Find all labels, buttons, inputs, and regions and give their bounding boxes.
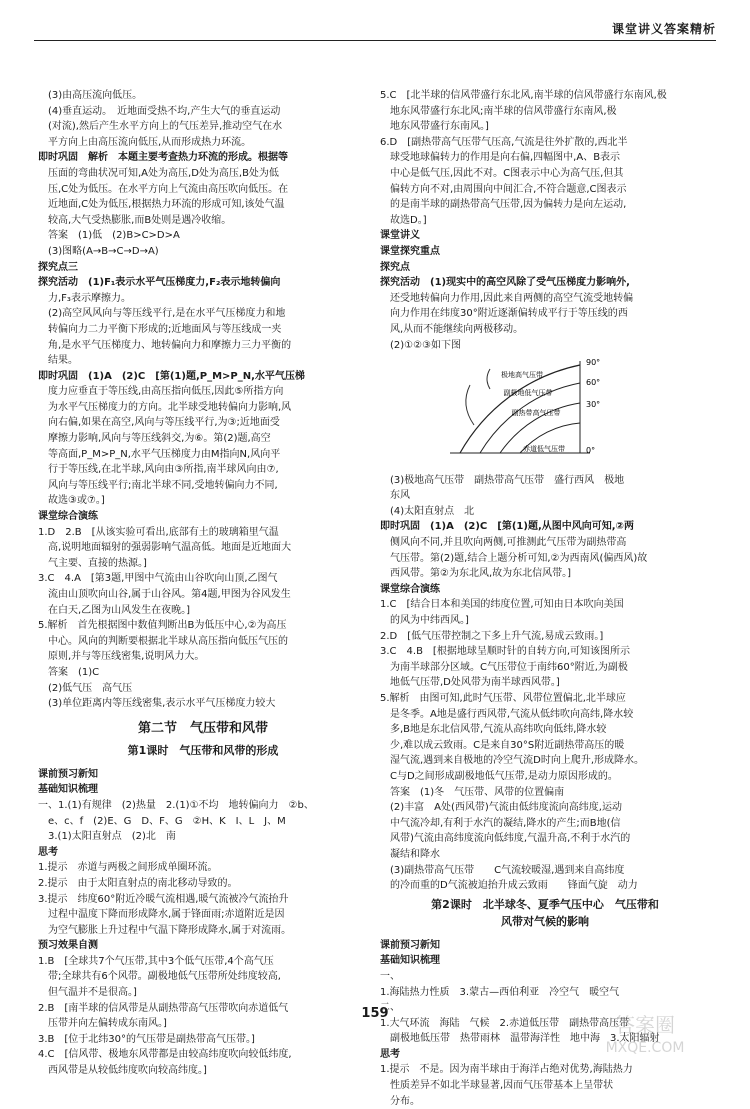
text-line: 即时巩固 (1)A (2)C [第(1)题,P_M>P_N,水平气压梯: [38, 370, 305, 382]
belt-label: 极地高气压带: [501, 371, 543, 380]
text-line: 课堂综合演练: [38, 511, 98, 523]
text-line: 5.解析 由图可知,此时气压带、风带位置偏北,北半球应: [380, 693, 626, 704]
text-line: 3.C 4.B [根据地球呈顺时针的自转方向,可知该图所示: [380, 646, 631, 658]
text-line: (3)图略(A→B→C→D→A): [48, 245, 159, 257]
text-line: 即时巩固 解析 本题主要考查热力环流的形成。根据等: [38, 152, 288, 164]
page-number: 159: [361, 1006, 389, 1021]
text-line: 带;全球共有6个风带。副极地低气压带所处纬度较高,: [48, 971, 281, 983]
text-line: 近地面,C处为低压,根据热力环流的形成可知,该处气温: [48, 199, 285, 211]
text-line: 3.B [位于北纬30°的气压带是副热带高气压带。]: [38, 1033, 255, 1045]
text-line: 摩擦力影响,风向与等压线斜交,为⑥。第(2)题,高空: [48, 433, 271, 445]
header-rule: [34, 40, 716, 41]
text-line: 课堂探究重点: [380, 245, 440, 257]
text-line: 2.D [低气压带控制之下多上升气流,易成云致雨。]: [380, 630, 604, 642]
text-line: 地东风带盛行东北风;南半球的信风带盛行东南风,极: [390, 105, 617, 117]
text-line: 转偏向力二力平衡下形成的;近地面风与等压线成一夹: [48, 323, 282, 335]
text-line: 流由山顶吹向山谷,属于山谷风。第4题,甲图为谷风发生: [48, 589, 291, 600]
text-line: 东风: [390, 490, 410, 502]
text-line: 副极地低压带 热带雨林 温带海洋性 地中海 3.太阳辐射: [390, 1033, 660, 1045]
left-column: [38, 88, 368, 1079]
text-line: (2)高空风风向与等压线平行,是在水平气压梯度力和地: [48, 308, 286, 320]
text-line: 球受地球偏转力的作用是向右偏,四幅图中,A、B表示: [390, 152, 621, 164]
text-line: 度力应垂直于等压线,由高压指向低压,因此⑤所指方向: [48, 386, 284, 398]
text-line: 3.提示 纬度60°附近冷暖气流相遇,暖气流被冷气流抬升: [38, 893, 289, 905]
text-line: 课堂综合演练: [380, 583, 440, 595]
text-line: 原则,并与等压线密集,说明风力大。: [48, 651, 205, 663]
text-line: 1.C [结合日本和美国的纬度位置,可知由日本吹向美国: [380, 599, 624, 611]
text-line: 但气温并不是很高。]: [48, 987, 137, 999]
text-line: 一、: [380, 970, 400, 982]
text-line: 故选③或⑦。]: [48, 495, 105, 507]
text-line: 风向与等压线平行;南北半球不同,受地转偏向力不同,: [48, 479, 278, 491]
text-line: 5.C [北半球的信风带盛行东北风,南半球的信风带盛行东南风,极: [380, 90, 667, 101]
text-line: (3)极地高气压带 副热带高气压带 盛行西风 极地: [390, 474, 625, 486]
text-line: 1.D 2.B [从该实验可看出,底部有土的玻璃箱里气温: [38, 526, 279, 538]
text-line: (2)丰富 A处(西风带)气流由低纬度流向高纬度,运动: [390, 802, 622, 814]
text-line: 答案 (1)低 (2)B>C>D>A: [38, 230, 180, 242]
page-header: [0, 0, 750, 48]
latitude-label: 60°: [586, 378, 601, 388]
text-line: 探究活动 (1)F₁表示水平气压梯度力,F₂表示地转偏向: [38, 277, 281, 289]
text-line: 行于等压线,在北半球,风向由③所指,南半球风向由⑦,: [48, 464, 279, 476]
text-line: 的冷而重的D气流被迫抬升成云致雨 锋面气旋 动力: [390, 880, 638, 892]
text-line: 为南半球部分区域。C气压带位于南纬60°附近,为副极: [390, 661, 628, 673]
text-line: 西风带。第②为东北风,故为东北信风带。]: [390, 568, 572, 580]
text-line: 西风带是从较低纬度吹向较高纬度。]: [48, 1065, 207, 1077]
text-line: 力,F₃表示摩擦力。: [48, 292, 131, 304]
right-block-b: [380, 473, 710, 894]
text-line: 课前预习新知: [38, 768, 98, 780]
right-block-a: [380, 88, 710, 353]
latitude-label: 90°: [586, 358, 601, 368]
text-line: 风,从而不能继续向两极移动。: [390, 323, 524, 335]
text-line: 还受地转偏向力作用,因此来自两侧的高空气流受地转偏: [390, 292, 634, 304]
text-line: 向右偏,如果在高空,风向与等压线平行,为③;近地面受: [48, 417, 280, 429]
text-line: 3.(1)太阳直射点 (2)北 南: [48, 831, 176, 843]
text-line: 角,是水平气压梯度力、地转偏向力和摩擦力三力平衡的: [48, 339, 292, 351]
text-line: 答案 (1)冬 气压带、风带的位置偏南: [380, 786, 565, 798]
text-line: (3)副热带高气压带 C气流较暖湿,遇到来自高纬度: [390, 864, 625, 876]
text-line: 在白天,乙图为山风发生在夜晚。]: [48, 604, 191, 616]
text-line: 3.C 4.A [第3题,甲图中气流由山谷吹向山顶,乙图气: [38, 573, 278, 585]
text-line: 课堂讲义: [380, 230, 420, 242]
text-line: 预习效果自测: [38, 940, 98, 952]
text-line: 1.提示 赤道与两极之间形成单圈环流。: [38, 862, 218, 874]
text-line: 1.提示 不是。因为南半球由于海洋占绝对优势,海陆热力: [380, 1064, 633, 1076]
text-line: 2.B [南半球的信风带是从副热带高气压带吹向赤道低气: [38, 1002, 289, 1014]
text-line: e、c、f (2)E、G D、F、G ②H、K I、L J、M: [48, 815, 286, 827]
text-line: 一、1.(1)有规律 (2)热量 2.(1)①不均 地转偏向力 ②b、: [38, 799, 314, 811]
latitude-label: 0°: [586, 446, 596, 456]
text-line: 等高面,P_M>P_N,水平气压梯度力由M指向N,风向平: [48, 448, 281, 460]
text-line: 思考: [380, 1048, 400, 1060]
pressure-belt-diagram: [440, 355, 640, 463]
text-line: (2)①②③如下图: [390, 339, 462, 351]
text-line: 风带)气流由高纬度流向低纬度,气温升高,不利于水汽的: [390, 833, 631, 845]
text-line: (3)单位距离内等压线密集,表示水平气压梯度力较大: [48, 698, 276, 710]
text-line: 为水平气压梯度力的方向。北半球受地转偏向力影响,风: [48, 401, 292, 413]
text-line: C与D之间形成副极地低气压带,是动力原因形成的。: [390, 770, 618, 782]
text-line: 二、: [380, 1002, 400, 1014]
text-line: 2.提示 由于太阳直射点的南北移动导致的。: [38, 877, 238, 889]
header-title: 课堂讲义答案精析: [611, 22, 716, 36]
watermark-text-2: MXQE.COM: [605, 1040, 685, 1056]
text-line: 的是南半球的副热带高气压带,因为偏转力是向左运动,: [390, 199, 627, 211]
text-line: (对流),然后产生水平方向上的气压差异,推动空气在水: [48, 121, 283, 133]
text-line: 1.B [全球共7个气压带,其中3个低气压带,4个高气压: [38, 955, 274, 967]
text-line: 中心是低气压,因此不对。C图表示中心为高气压,但其: [390, 167, 624, 179]
watermark-text-1: 答案圈: [615, 1013, 675, 1037]
text-line: 气压带。第(2)题,结合上题分析可知,②为西南风(偏西风)故: [390, 552, 648, 564]
text-line: 5.解析 首先根据图中数值判断出B为低压中心,②为高压: [38, 620, 287, 632]
belt-label: 赤道低气压带: [523, 445, 565, 454]
text-line: 中心。风向的判断要根据北半球从高压指向低压气压的: [48, 635, 288, 647]
text-line: 探究活动 (1)现实中的高空风除了受气压梯度力影响外,: [380, 277, 630, 289]
text-line: (2)低气压 高气压: [48, 682, 133, 694]
text-line: 地低气压带,D处风带为南半球西风带。]: [390, 677, 560, 689]
text-line: 凝结和降水: [390, 848, 440, 860]
text-line: 分布。: [390, 1095, 420, 1107]
text-line: 压带并向左偏转成东南风。]: [48, 1018, 167, 1030]
watermark-logo: [560, 1008, 730, 1058]
text-line: 故选D。]: [390, 214, 427, 226]
section2-title-line2: 风带对气候的影响: [501, 914, 589, 928]
text-line: 湿气流,遇到来自极地的冷空气流D时向上爬升,形成降水。: [390, 755, 645, 767]
text-line: 结果。: [48, 355, 78, 367]
text-line: 的风为中纬西风。]: [390, 615, 469, 627]
text-line: 侧风向不同,并且吹向两侧,可推测此气压带为副热带高: [390, 537, 627, 549]
section-title: 第二节 气压带和风带: [137, 720, 268, 736]
text-line: 思考: [38, 846, 58, 858]
belt-label: 副极地低气压带: [503, 389, 553, 398]
latitude-label: 30°: [586, 400, 601, 410]
text-line: 探究点三: [38, 261, 78, 273]
text-line: 即时巩固 (1)A (2)C [第(1)题,从图中风向可知,②两: [380, 521, 635, 533]
text-line: 压面的弯曲状况可知,A处为高压,D处为高压,B处为低: [48, 167, 279, 179]
text-line: 4.C [信风带、极地东风带都是由较高纬度吹向较低纬度,: [38, 1049, 292, 1061]
text-line: 多,B地是东北信风带,气流从高纬吹向低纬,降水较: [390, 724, 607, 736]
text-line: 向力作用在纬度30°附近逐渐偏转成平行于等压线的西: [390, 308, 628, 320]
text-line: 少,难以成云致雨。C是来自30°S附近副热带高压的暖: [390, 739, 625, 751]
text-line: 基础知识梳理: [380, 955, 440, 967]
text-line: 答案 (1)C: [38, 666, 100, 678]
text-line: 1.海陆热力性质 3.蒙古—西伯利亚 冷空气 暖空气: [380, 986, 620, 998]
text-line: 性质差异不如北半球显著,因而气压带基本上呈带状: [390, 1080, 614, 1092]
text-line: 过程中温度下降而形成降水,属于锋面雨;赤道附近是因: [48, 909, 285, 921]
text-line: (4)太阳直射点 北: [390, 505, 475, 517]
text-line: 课前预习新知: [380, 939, 440, 951]
section2-title-line1: 第2课时 北半球冬、夏季气压中心 气压带和: [431, 897, 659, 911]
text-line: 压,C处为低压。在水平方向上气流由高压吹向低压。在: [48, 183, 289, 195]
text-line: 基础知识梳理: [38, 784, 98, 796]
text-line: (4)垂直运动。 近地面受热不均,产生大气的垂直运动: [48, 105, 281, 117]
wind-arrow-1: [466, 385, 474, 425]
section-subtitle: 第1课时 气压带和风带的形成: [127, 743, 279, 757]
text-line: 高,说明地面辐射的强弱影响气温高低。地面是近地面大: [48, 542, 292, 554]
section2-title: [380, 896, 710, 930]
text-line: 6.D [副热带高气压带气压高,气流是往外扩散的,西北半: [380, 136, 628, 148]
text-line: (3)由高压流向低压。: [48, 90, 143, 101]
text-line: 1.大气环流 海陆 气候 2.赤道低压带 副热带高压带: [380, 1017, 630, 1029]
text-line: 偏转方向不对,由周围向中间汇合,不符合题意,C图表示: [390, 183, 627, 195]
text-line: 探究点: [380, 261, 410, 273]
text-line: 平方向上由高压流向低压,从而形成热力环流。: [48, 136, 252, 148]
right-column: [380, 88, 710, 1109]
belt-label: 副热带高气压带: [511, 409, 561, 418]
text-line: 较高,大气受热膨胀,而B处则是遇冷收缩。: [48, 214, 232, 226]
wind-arrow-2: [487, 369, 490, 389]
text-line: 为空气膨胀上升过程中气温下降形成降水,属于对流雨。: [48, 924, 292, 936]
text-line: 是冬季。A地是盛行西风带,气流从低纬吹向高纬,降水较: [390, 708, 634, 720]
text-line: 气主要、直接的热源。]: [48, 557, 147, 569]
text-line: 中气流冷却,有利于水汽的凝结,降水的产生;而B地(信: [390, 817, 621, 829]
text-line: 地东风带盛行东南风。]: [390, 121, 489, 133]
